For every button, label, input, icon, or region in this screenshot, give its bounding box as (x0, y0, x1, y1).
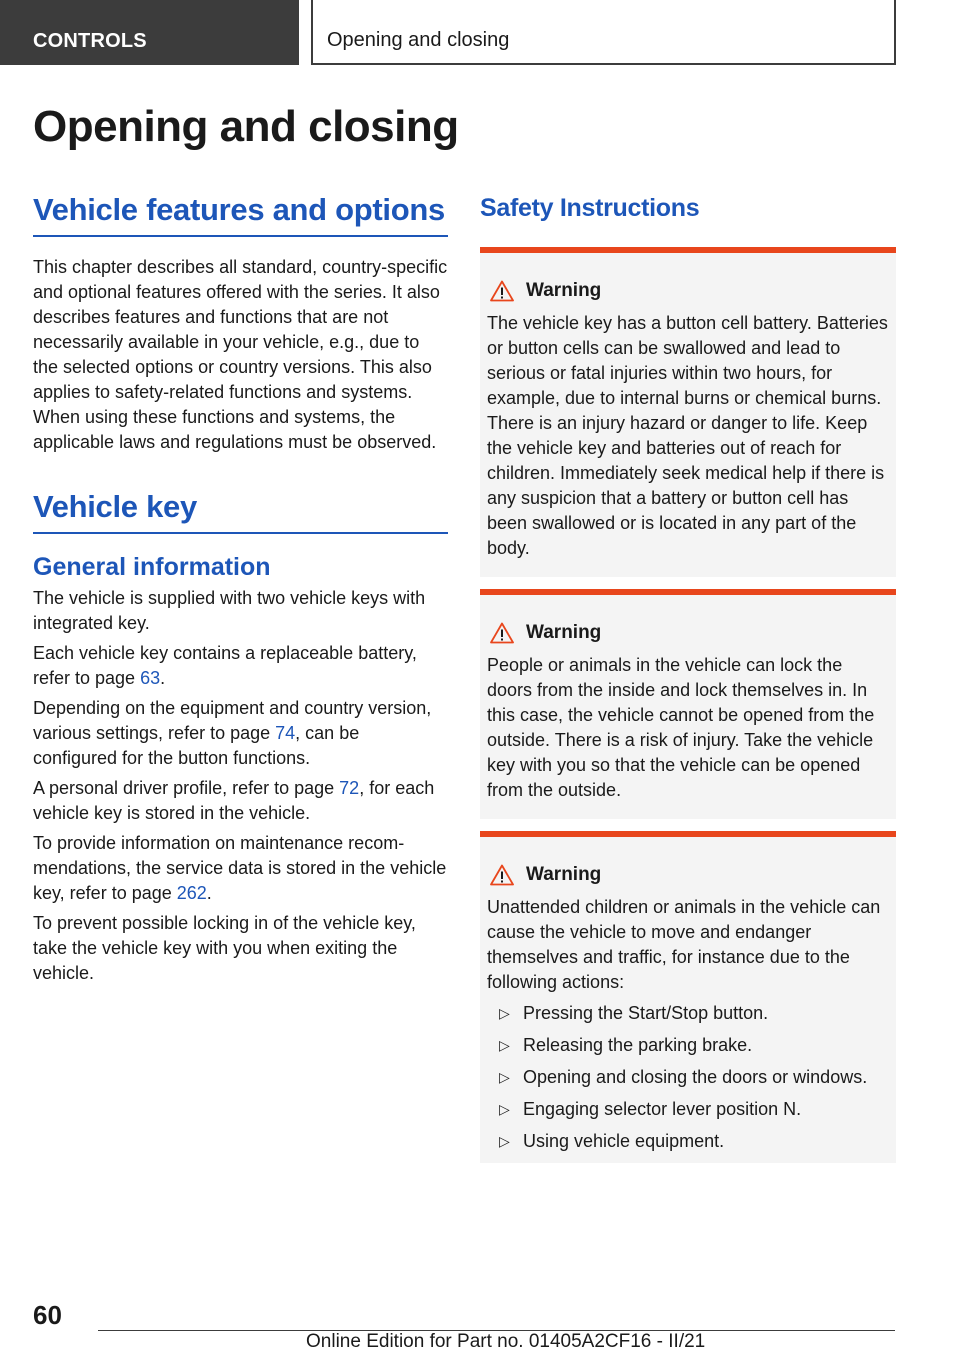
warning-triangle-icon (490, 864, 514, 886)
warning-box-lock-in (480, 589, 896, 819)
vehicle-key-paragraph-3 (33, 696, 448, 771)
header-chapter-box (311, 0, 896, 65)
page-link-262[interactable]: 262 (176, 883, 207, 903)
page-link-63[interactable]: 63 (140, 668, 161, 688)
page-number: 60 (33, 1300, 62, 1330)
triangle-bullet-icon: ▷ (499, 1037, 510, 1053)
left-column (33, 192, 448, 986)
warning-header (487, 861, 888, 889)
list-item-text: Engaging selector lever position N. (523, 1099, 802, 1119)
right-column (480, 192, 896, 1163)
warning-title: Warning (526, 622, 602, 643)
header-section-tab (0, 0, 299, 65)
paragraph-5-text: To provide information on maintenance recommendations, the service data is stored in the vehicle key, refer to page (33, 833, 447, 903)
warning-triangle-icon (490, 280, 514, 302)
paragraph-2-text: Each vehicle key contains a replaceable battery, refer to page (33, 643, 417, 688)
warning-title: Warning (526, 280, 602, 301)
list-item (487, 1129, 888, 1154)
list-item-text: Using vehicle equipment. (523, 1131, 725, 1151)
safety-instructions-heading: Safety Instructions (480, 194, 700, 222)
paragraph-4-text: A personal driver profile, refer to page (33, 778, 340, 798)
warning-box-battery (480, 247, 896, 577)
warning-text: The vehicle key has a button cell battery. Batteries or button cells can be swallowed and lead to serious or fatal injuries within two hours, for example, due to internal burns or chemical burns. There is an injury hazard or danger to life. Keep the vehicle key and batteries out of reach for children. Immediately seek medical help if there is any suspicion that a battery or button cell has been swallowed or is located in any part of the body. (487, 313, 888, 558)
list-item-text: Opening and closing the doors or windows. (523, 1067, 868, 1087)
paragraph-5-end: . (206, 883, 212, 903)
features-heading-rule (33, 235, 448, 237)
general-information-heading: General information (33, 553, 271, 581)
vehicle-key-paragraph-6: To prevent possible locking in of the vehicle key, take the vehicle key with you when exiting the vehicle. (33, 913, 416, 983)
paragraph-3-text: Depending on the equipment and country version, various settings, refer to page (33, 698, 432, 743)
vehicle-key-paragraph-5 (33, 831, 448, 906)
features-heading: Vehicle features and options (33, 192, 445, 227)
warning-header (487, 619, 888, 647)
triangle-bullet-icon: ▷ (499, 1005, 510, 1021)
vehicle-key-heading: Vehicle key (33, 489, 197, 524)
header-section-label: CONTROLS (33, 30, 147, 52)
features-text: This chapter describes all standard, country-specific and optional features offered with the series. It also describes features and functions that are not necessarily available in your vehicle, e.g., due to the selected options or country versions. This also applies to safety-related functions and systems. When using these functions and systems, the applicable laws and regulations must be observed. (33, 257, 448, 452)
warning-text: Unattended children or animals in the vehicle can cause the vehicle to move and endanger themselves and traffic, for instance due to the following actions: (487, 897, 881, 992)
features-section (33, 192, 448, 455)
vehicle-key-section (33, 489, 448, 986)
warning-text: People or animals in the vehicle can lock the doors from the inside and lock themselves in. In this case, the vehicle cannot be opened from the outside. There is a risk of injury. Take the vehicle key with you so that the vehicle can be opened from the outside. (487, 655, 875, 800)
list-item-text: Releasing the parking brake. (523, 1035, 753, 1055)
page-link-74[interactable]: 74 (275, 723, 296, 743)
paragraph-2-end: . (160, 668, 166, 688)
warning-action-list (487, 1001, 888, 1154)
list-item (487, 1001, 888, 1026)
list-item-text: Pressing the Start/Stop button. (523, 1003, 769, 1023)
list-item (487, 1097, 888, 1122)
header-chapter-label: Opening and closing (327, 29, 510, 51)
warning-box-unattended (480, 831, 896, 1163)
footer-edition: Online Edition for Part no. 01405A2CF16 - II/21 (306, 1331, 706, 1352)
vehicle-key-paragraph-2 (33, 641, 448, 691)
warning-title: Warning (526, 864, 602, 885)
warning-triangle-icon (490, 622, 514, 644)
page-link-72[interactable]: 72 (339, 778, 360, 798)
list-item (487, 1065, 888, 1090)
vehicle-key-paragraph-1: The vehicle is supplied with two vehicle keys with integrated key. (33, 588, 426, 633)
paragraph-3-end: , can be configured for the button functions. (33, 723, 360, 768)
vehicle-key-heading-rule (33, 532, 448, 534)
triangle-bullet-icon: ▷ (499, 1101, 510, 1117)
list-item (487, 1033, 888, 1058)
warning-header (487, 277, 888, 305)
page-title: Opening and closing (33, 102, 459, 151)
triangle-bullet-icon: ▷ (499, 1133, 510, 1149)
paragraph-4-end: , for each vehicle key is stored in the vehicle. (33, 778, 435, 823)
triangle-bullet-icon: ▷ (499, 1069, 510, 1085)
vehicle-key-paragraph-4 (33, 776, 448, 826)
